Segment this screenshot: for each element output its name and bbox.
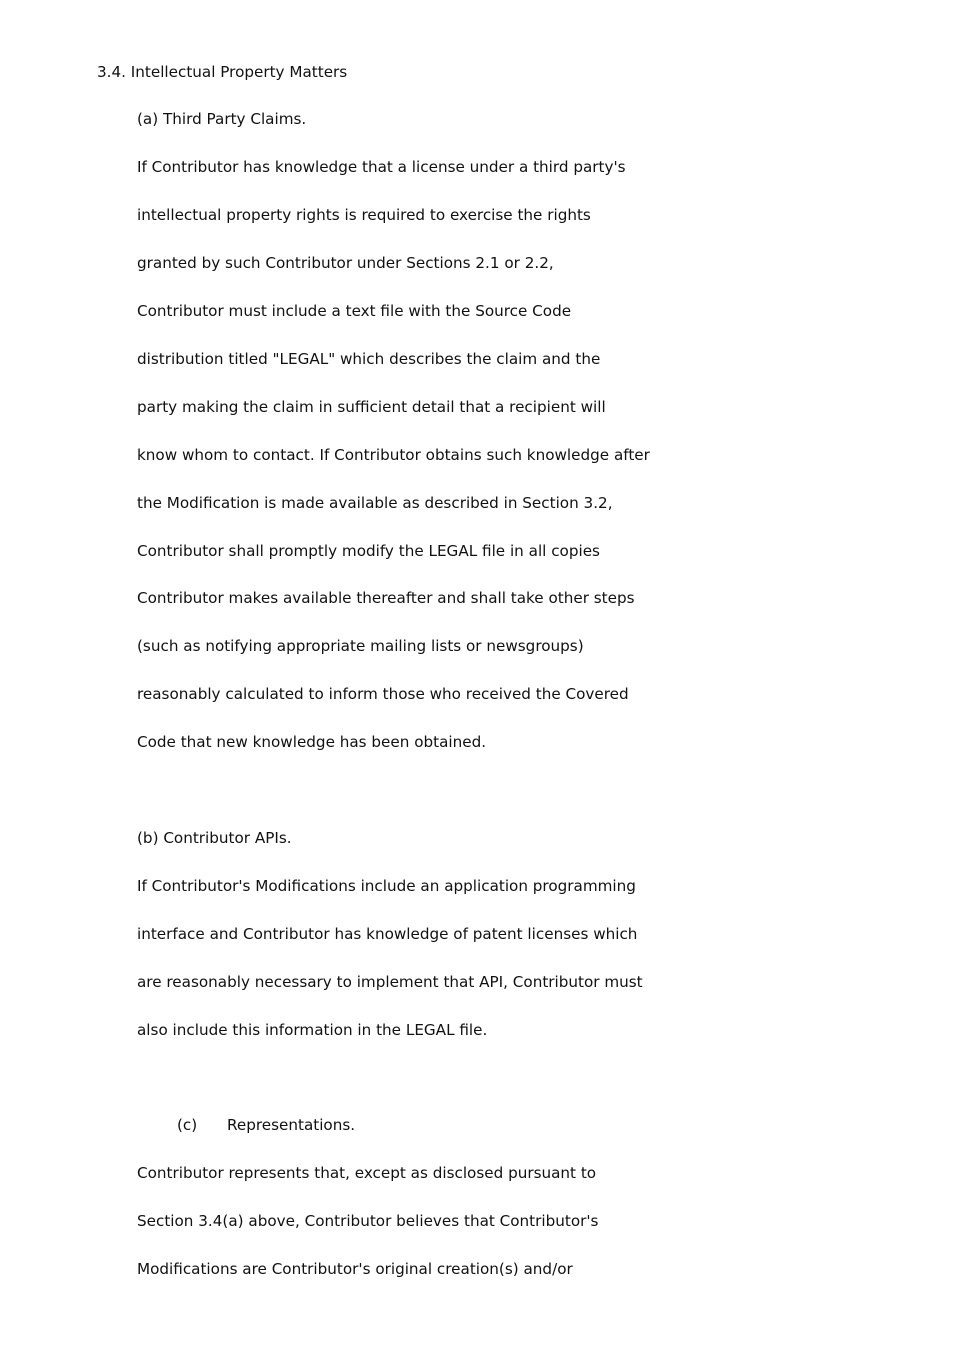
- subsection-a-line: intellectual property rights is required to exercise the rights: [137, 206, 591, 224]
- subsection-b-line: If Contributor's Modifications include an application programming: [137, 877, 636, 895]
- subsection-a-line: (such as notifying appropriate mailing lists or newsgroups): [137, 637, 584, 655]
- subsection-c-line: Contributor represents that, except as disclosed pursuant to: [137, 1164, 597, 1182]
- subsection-a-title: (a) Third Party Claims.: [137, 110, 307, 128]
- subsection-c-marker: (c): [177, 1116, 198, 1134]
- subsection-b-line: interface and Contributor has knowledge of patent licenses which: [137, 925, 638, 943]
- subsection-b-title: (b) Contributor APIs.: [137, 829, 292, 847]
- subsection-a-line: the Modification is made available as described in Section 3.2,: [137, 494, 613, 512]
- subsection-a-line: reasonably calculated to inform those who received the Covered: [137, 685, 629, 703]
- section-heading: 3.4. Intellectual Property Matters: [97, 63, 348, 81]
- subsection-a-line: Code that new knowledge has been obtained.: [137, 733, 487, 751]
- subsection-b-line: also include this information in the LEGAL file.: [137, 1021, 488, 1039]
- subsection-a-line: granted by such Contributor under Sections 2.1 or 2.2,: [137, 254, 554, 272]
- subsection-a-line: Contributor shall promptly modify the LEGAL file in all copies: [137, 542, 600, 560]
- subsection-c-line: Modifications are Contributor's original creation(s) and/or: [137, 1260, 573, 1278]
- subsection-a-line: If Contributor has knowledge that a license under a third party's: [137, 158, 626, 176]
- subsection-c-title: Representations.: [227, 1116, 356, 1134]
- subsection-a-line: distribution titled "LEGAL" which describes the claim and the: [137, 350, 601, 368]
- subsection-a-line: know whom to contact. If Contributor obtains such knowledge after: [137, 446, 650, 464]
- subsection-b-line: are reasonably necessary to implement that API, Contributor must: [137, 973, 643, 991]
- subsection-a-line: Contributor makes available thereafter and shall take other steps: [137, 589, 635, 607]
- subsection-a-line: party making the claim in sufficient detail that a recipient will: [137, 398, 606, 416]
- subsection-a-line: Contributor must include a text file with the Source Code: [137, 302, 572, 320]
- subsection-c-line: Section 3.4(a) above, Contributor believes that Contributor's: [137, 1212, 599, 1230]
